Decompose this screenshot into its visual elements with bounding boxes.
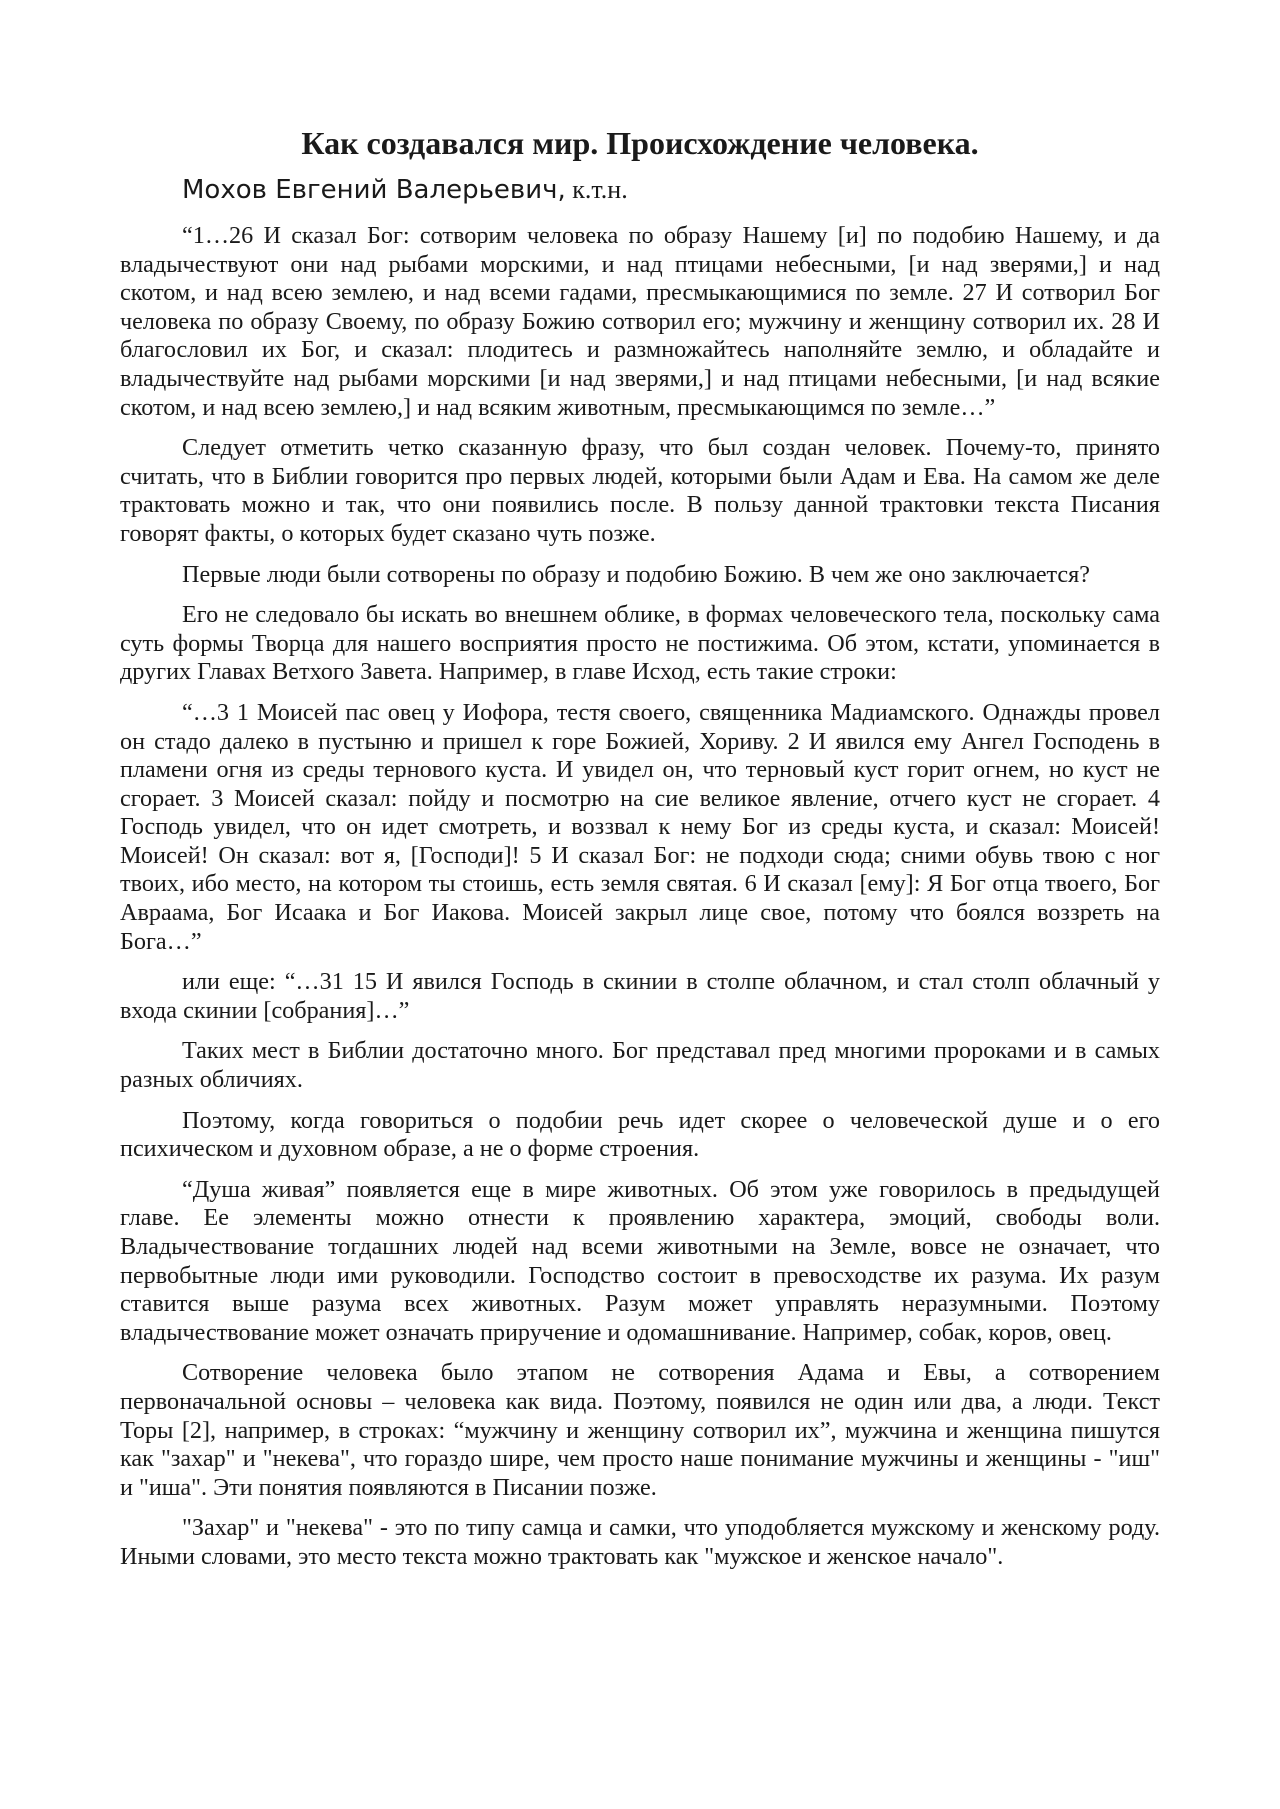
document-title: Как создавался мир. Происхождение человека. bbox=[301, 125, 979, 161]
paragraph-4: Его не следовало бы искать во внешнем облике, в формах человеческого тела, поскольку сама суть формы Творца для нашего восприятия просто не постижима. Об этом, кстати, упоминается в других Главах Ветхого Завета. Например, в главе Исход, есть такие строки: bbox=[120, 601, 1160, 686]
paragraph-9: “Душа живая” появляется еще в мире животных. Об этом уже говорилось в предыдущей главе. Ее элементы можно отнести к проявлению характера, эмоций, свободы воли. Владычествование тогдашних людей над всеми животными на Земле, вовсе не означает, что первобытные люди ими руководили. Господство состоит в превосходстве их разума. Их разум ставится выше разума всех животных. Разум может управлять неразумными. Поэтому владычествование может означать приручение и одомашнивание. Например, собак, коров, овец. bbox=[120, 1175, 1160, 1346]
paragraph-3: Первые люди были сотворены по образу и подобию Божию. В чем же оно заключается? bbox=[182, 560, 1091, 588]
author-degree: к.т.н. bbox=[565, 175, 628, 204]
paragraph-5: “…3 1 Моисей пас овец у Иофора, тестя своего, священника Мадиамского. Однажды провел он стадо далеко в пустыню и пришел к горе Божией, Хориву. 2 И явился ему Ангел Господень в пламени огня из среды тернового куста. И увидел он, что терновый куст горит огнем, но куст не сгорает. 3 Моисей сказал: пойду и посмотрю на сие великое явление, отчего куст не сгорает. 4 Господь увидел, что он идет смотреть, и воззвал к нему Бог из среды куста, и сказал: Моисей! Моисей! Он сказал: вот я, [Господи]! 5 И сказал Бог: не подходи сюда; сними обувь твою с ног твоих, ибо место, на котором ты стоишь, есть земля святая. 6 И сказал [ему]: Я Бог отца твоего, Бог Авраама, Бог Исаака и Бог Иакова. Моисей закрыл лице свое, потому что боялся воззреть на Бога…” bbox=[120, 698, 1160, 955]
document-page bbox=[120, 118, 1160, 1584]
paragraph-6: или еще: “…31 15 И явился Господь в скинии в столпе облачном, и стал столп облачный у входа скинии [собрания]…” bbox=[120, 968, 1160, 1024]
paragraph-8: Поэтому, когда говориться о подобии речь идет скорее о человеческой душе и о его психическом и духовном образе, а не о форме строения. bbox=[120, 1106, 1160, 1163]
paragraph-11: "Захар" и "некева" - это по типу самца и самки, что уподобляется мужскому и женскому роду. Иными словами, это место текста можно трактовать как "мужское и женское начало". bbox=[120, 1514, 1160, 1570]
paragraph-2: Следует отметить четко сказанную фразу, что был создан человек. Почему-то, принято считать, что в Библии говорится про первых людей, которыми были Адам и Ева. На самом же деле трактовать можно и так, что они появились после. В пользу данной трактовки текста Писания говорят факты, о которых будет сказано чуть позже. bbox=[120, 434, 1160, 547]
paragraph-1: “1…26 И сказал Бог: сотворим человека по образу Нашему [и] по подобию Нашему, и да владычествуют они над рыбами морскими, и над птицами небесными, [и над зверями,] и над скотом, и над всею землею, и над всеми гадами, пресмыкающимися по земле. 27 И сотворил Бог человека по образу Своему, по образу Божию сотворил его; мужчину и женщину сотворил их. 28 И благословил их Бог, и сказал: плодитесь и размножайтесь наполняйте землю, и обладайте и владычествуйте над рыбами морскими [и над зверями,] и над птицами небесными, [и над всякие скотом, и над всею землею,] и над всяким животным, пресмыкающимся по земле…” bbox=[120, 222, 1160, 421]
author-name: Мохов Евгений Валерьевич, bbox=[182, 175, 566, 205]
paragraph-10: Сотворение человека было этапом не сотворения Адама и Евы, а сотворением первоначальной основы – человека как вида. Поэтому, появился не один или два, а люди. Текст Торы [2], например, в строках: “мужчину и женщину сотворил их”, мужчина и женщина пишутся как "захар" и "некева", что гораздо шире, чем просто наше понимание мужчины и женщины - "иш" и "иша". Эти понятия появляются в Писании позже. bbox=[120, 1359, 1160, 1501]
paragraph-7: Таких мест в Библии достаточно много. Бог представал пред многими пророками и в самых разных обличиях. bbox=[120, 1037, 1160, 1094]
author-line bbox=[120, 168, 1160, 212]
